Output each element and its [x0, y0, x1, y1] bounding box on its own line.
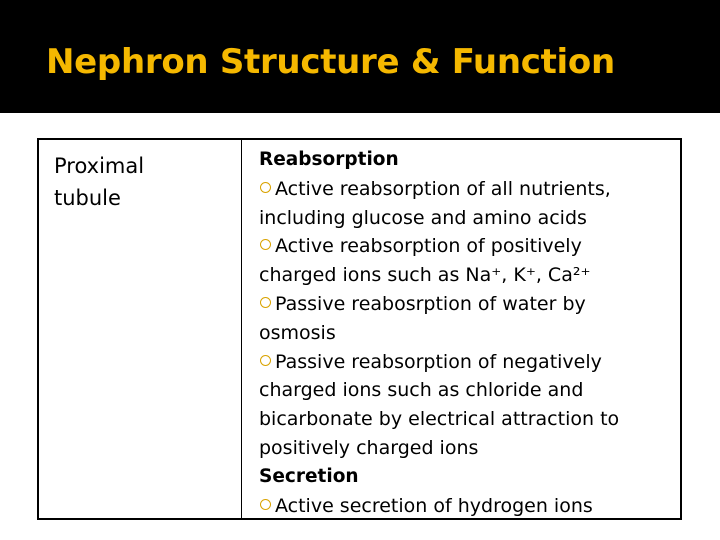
heading-secretion: Secretion	[259, 465, 359, 487]
list-item: Passive reabsorption of negatively	[259, 348, 680, 377]
row-label-line-2: tubule	[54, 186, 121, 210]
list-item: Passive reabosrption of water by	[259, 290, 680, 319]
circle-bullet-icon	[260, 182, 271, 193]
list-item-continuation: positively charged ions	[259, 436, 479, 459]
list-item: Active reabsorption of all nutrients,	[259, 175, 680, 204]
list-item-continuation: charged ions such as chloride and	[259, 379, 584, 402]
content-table	[37, 138, 682, 520]
circle-bullet-icon	[260, 355, 271, 366]
list-item-continuation: bicarbonate by electrical attraction to	[259, 408, 620, 431]
list-item: Active secretion of hydrogen ions	[259, 492, 680, 521]
slide-title: Nephron Structure & Function	[46, 42, 615, 82]
list-item-continuation: charged ions such as Na⁺, K⁺, Ca²⁺	[259, 264, 591, 287]
circle-bullet-icon	[260, 499, 271, 510]
list-item: Active reabsorption of positively	[259, 232, 680, 261]
circle-bullet-icon	[260, 239, 271, 250]
title-bar	[0, 0, 720, 113]
heading-reabsorption: Reabsorption	[259, 149, 399, 170]
description-cell	[242, 140, 680, 518]
list-item-continuation: osmosis	[259, 321, 336, 344]
row-label-cell	[39, 140, 242, 518]
row-label-line-1: Proximal	[54, 154, 145, 178]
list-item-continuation: including glucose and amino acids	[259, 206, 587, 229]
circle-bullet-icon	[260, 297, 271, 308]
